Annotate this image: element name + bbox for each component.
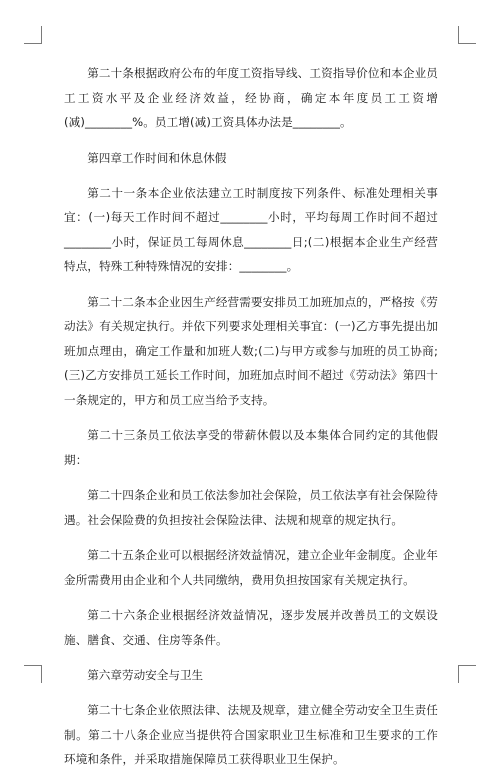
crop-mark-top-left <box>24 43 42 44</box>
article-27-28: 第二十七条企业依照法律、法规及规章，建立健全劳动安全卫生责任制。第二十八条企业应当提供符合国家职业卫生标准和卫生要求的工作环境和条件，并采取措施保障员工获得职业卫生保护。 <box>64 703 439 766</box>
crop-mark-bottom-right <box>458 665 459 683</box>
crop-mark-bottom-right <box>458 665 476 666</box>
article-22: 第二十二条本企业因生产经营需要安排员工加班加点的，严格按《劳动法》有关规定执行。并依下列要求处理相关事宜：(一)乙方事先提出加班加点理由，确定工作量和加班人数;(二)与甲方或参与加班的员工协商;(三)乙方安排员工延长工作时间，加班加点时间不超过《劳动法》第四十一条规定的，甲方和员工应当给予支持。 <box>64 294 439 407</box>
crop-mark-top-right <box>458 26 459 44</box>
chapter-4-heading: 第四章工作时间和休息休假 <box>87 150 227 165</box>
article-21: 第二十一条本企业依法建立工时制度按下列条件、标准处理相关事宜：(一)每天工作时间不超过________小时，平均每周工作时间不超过________小时，保证员工每周休息________日;(二)根据本企业生产经营特点，特殊工种特殊情况的安排：________。 <box>64 185 438 273</box>
chapter-6-heading: 第六章劳动安全与卫生 <box>87 668 204 682</box>
document-body <box>64 61 438 783</box>
article-26: 第二十六条企业根据经济效益情况，逐步发展并改善员工的文娱设施、膳食、交通、住房等条件。 <box>64 608 438 647</box>
article-20: 第二十条根据政府公布的年度工资指导线、工资指导价位和本企业员工工资水平及企业经济效益，经协商，确定本年度员工工资增(减)________%。员工增(减)工资具体办法是________。 <box>64 66 439 129</box>
crop-mark-bottom-left <box>41 665 42 683</box>
article-23: 第二十三条员工依法享受的带薪休假以及本集体合同约定的其他假期： <box>64 428 438 467</box>
article-25: 第二十五条企业可以根据经济效益情况，建立企业年金制度。企业年金所需费用由企业和个人共同缴纳，费用负担按国家有关规定执行。 <box>64 548 439 587</box>
crop-mark-bottom-left <box>24 665 42 666</box>
crop-mark-top-left <box>41 26 42 44</box>
article-24: 第二十四条企业和员工依法参加社会保险，员工依法享有社会保险待遇。社会保险费的负担按社会保险法律、法规和规章的规定执行。 <box>64 488 439 527</box>
crop-mark-top-right <box>458 43 476 44</box>
